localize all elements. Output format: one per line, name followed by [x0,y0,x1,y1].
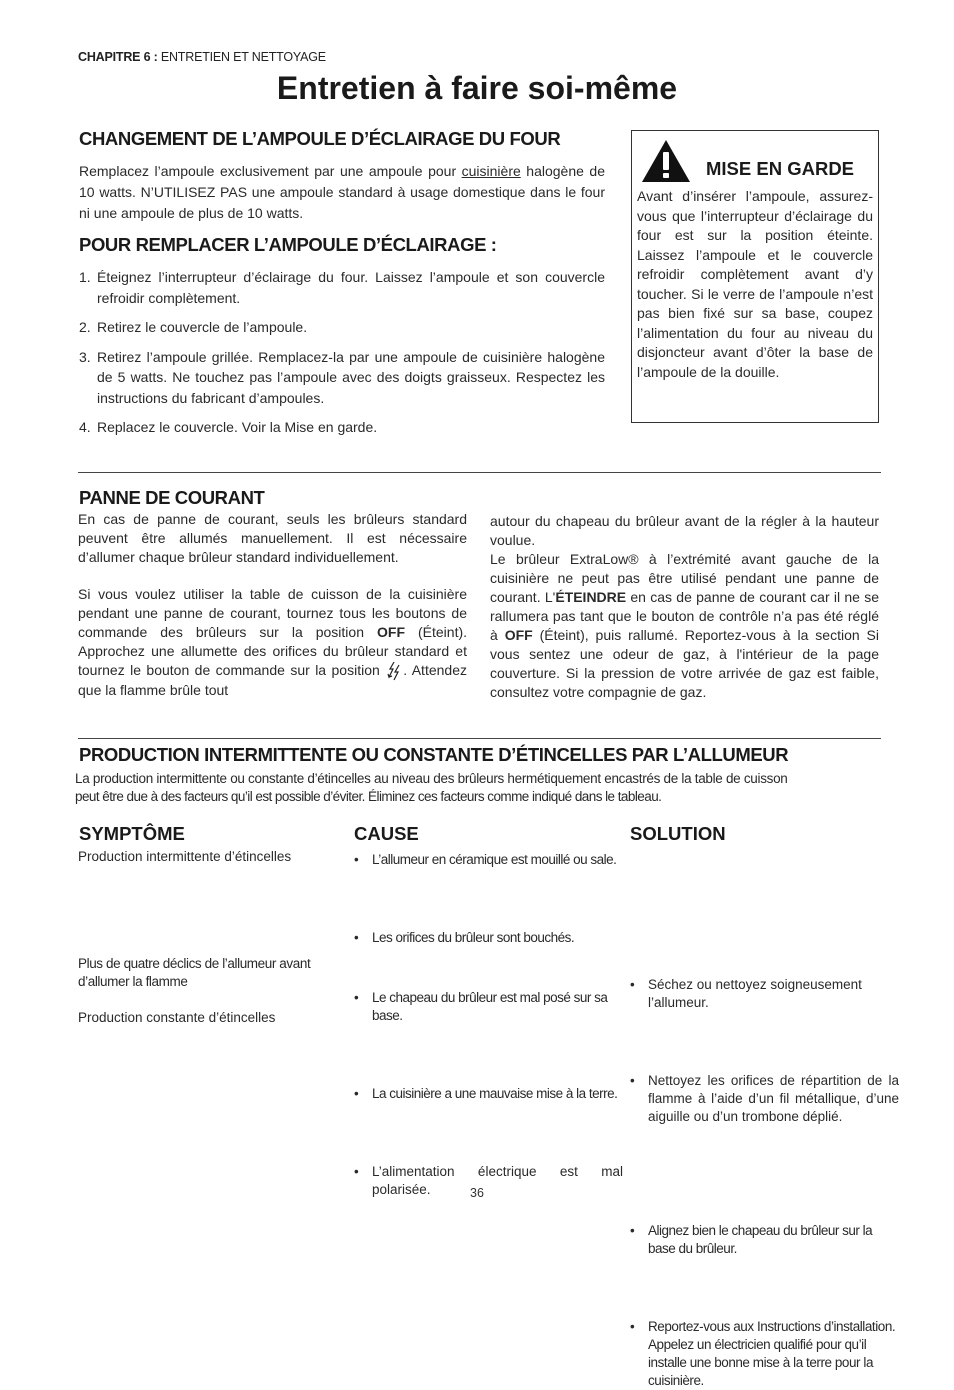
power-off-label: OFF [377,624,405,640]
power-off-label-2: OFF [504,627,533,643]
power-paragraph-4 [490,550,879,702]
bulb-step [79,267,605,308]
power-p2-part-c: . Attendez que la flamme brûle tout [78,662,467,698]
chapter-number: CHAPITRE 6 : [78,50,158,64]
section-divider-2 [78,738,881,739]
power-p4-part-a: Le brûleur ExtraLow® à l’extrémité avant gauche de la cuisinière ne peut pas être utilisé pendant une panne de courant. L' [490,551,879,605]
symptom-item: Production constante d’étincelles [78,1010,276,1025]
warning-triangle-icon [640,138,692,184]
bulb-intro [79,161,605,224]
power-heading: PANNE DE COURANT [79,487,265,508]
step-text: Éteignez l’interrupteur d’éclairage du four. Laissez l’ampoule et son couvercle refroidir complètement. [97,269,605,306]
power-paragraph-1: En cas de panne de courant, seuls les brûleurs standard peuvent être allumés manuellement. Il est nécessaire d’allumer chaque brûleur standard individuellement. [78,511,467,565]
step-text: Retirez le couvercle de l’ampoule. [97,319,308,335]
solution-item: • Nettoyez les orifices de répartition de la flamme à l’aide d’un fil métallique, d’une aiguille ou d’un trombone déplié. [630,1072,899,1126]
step-text: Retirez l’ampoule grillée. Remplacez-la par une ampoule de cuisinière halogène de 5 watts. Ne touchez pas l’ampoule avec des doigts graisseux. Respectez les instructions du fabricant d’ampoules. [97,348,605,406]
power-paragraph-3: autour du chapeau du brûleur avant de la régler à la hauteur voulue. [490,513,879,548]
bulb-intro-underlined: cuisinière [461,163,521,179]
cause-item: • Les orifices du brûleur sont bouchés. [354,929,623,947]
step-text: Replacez le couvercle. Voir la Mise en garde. [97,419,378,435]
power-eteindre-label: ÉTEINDRE [555,589,627,605]
bulb-steps [79,267,605,447]
cause-item: • L’allumeur en céramique est mouillé ou sale. [354,851,623,869]
step-number: 3. [79,348,91,365]
step-number: 2. [79,319,91,335]
solution-item: • Séchez ou nettoyez soigneusement l’allumeur. [630,976,899,1012]
cause-item: • Le chapeau du brûleur est mal posé sur sa base. [354,989,623,1025]
bulb-step [79,317,605,338]
bulb-intro-part-b: halogène de 10 watts. N’UTILISEZ PAS une ampoule standard à usage domestique dans le four ni une ampoule de plus de 10 watts. [79,163,605,221]
power-p2-part-b: (Éteint). Approchez une allumette des orifices du brûleur standard et tournez le bouton de commande sur la position [78,624,468,678]
step-number: 4. [79,419,91,435]
section-divider [78,472,881,473]
bulb-intro-part-a: Remplacez l’ampoule exclusivement par une ampoule pour [79,163,462,179]
cause-item: • L’alimentation électrique est mal polarisée. [354,1163,623,1199]
sparks-intro-line-2: peut être due à des facteurs qu’il est possible d’éviter. Éliminez ces facteurs comme indiqué dans le tableau. [75,789,662,804]
symptom-item: Plus de quatre déclics de l’allumeur avant d’allumer la flamme [78,956,311,989]
bulb-heading: CHANGEMENT DE L’AMPOULE D’ÉCLAIRAGE DU FOUR [79,128,561,149]
warning-title: MISE EN GARDE [706,158,855,179]
solution-item: • Reportez-vous aux Instructions d’installation. Appelez un électricien qualifié pour qu’il installe une bonne mise à la terre pour la cuisinière. [630,1318,899,1390]
solution-column-header: SOLUTION [630,823,726,844]
power-p4-part-b: en cas de panne de courant car il ne se rallumera pas tant que le bouton de contrôle n’a pas été réglé à [490,589,879,643]
page-title: Entretien à faire soi-même [276,70,678,106]
bulb-step [79,347,605,409]
page-number: 36 [470,1186,484,1200]
power-paragraph-2 [78,585,467,700]
sparks-heading: PRODUCTION INTERMITTENTE OU CONSTANTE D’ÉTINCELLES PAR L’ALLUMEUR [79,744,789,765]
chapter-name: ENTRETIEN ET NETTOYAGE [157,50,326,64]
symptom-column-header: SYMPTÔME [79,823,185,844]
power-p2-part-a: Si vous voulez utiliser la table de cuisson de la cuisinière pendant une panne de courant, tournez tous les boutons de commande des brûleurs sur la position [78,586,467,640]
symptom-item: Production intermittente d’étincelles [78,849,292,864]
warning-text: Avant d’insérer l’ampoule, assurez-vous que l’interrupteur d’éclairage du four est sur la position éteinte. Laissez l’ampoule et le couvercle refroidir complètement avant d’y toucher. Si le verre de l’ampoule n’est pas bien fixé sur sa base, coupez l’alimentation du four au niveau du disjoncteur avant d’ôter la base de l’ampoule de la douille. [637,188,873,380]
sparks-intro-line-1: La production intermittente ou constante d’étincelles au niveau des brûleurs hermétiquement encastrés de la table de cuisson [75,771,788,786]
chapter-label [78,50,326,64]
ignite-flame-icon [385,661,403,681]
solution-item: • Alignez bien le chapeau du brûleur sur la base du brûleur. [630,1222,899,1258]
step-number: 1. [79,269,91,285]
bulb-step [79,417,605,438]
bulb-subheading: POUR REMPLACER L’AMPOULE D’ÉCLAIRAGE : [79,234,497,255]
cause-item: • La cuisinière a une mauvaise mise à la terre. [354,1085,623,1103]
power-p4-part-c: (Éteint), puis rallumé. Reportez-vous à la section Si vous sentez une odeur de gaz, à l'intérieur de la page couverture. Si la pression de votre arrivée de gaz est faible, consultez votre compagnie de gaz. [490,627,879,700]
cause-column-header: CAUSE [354,823,419,844]
